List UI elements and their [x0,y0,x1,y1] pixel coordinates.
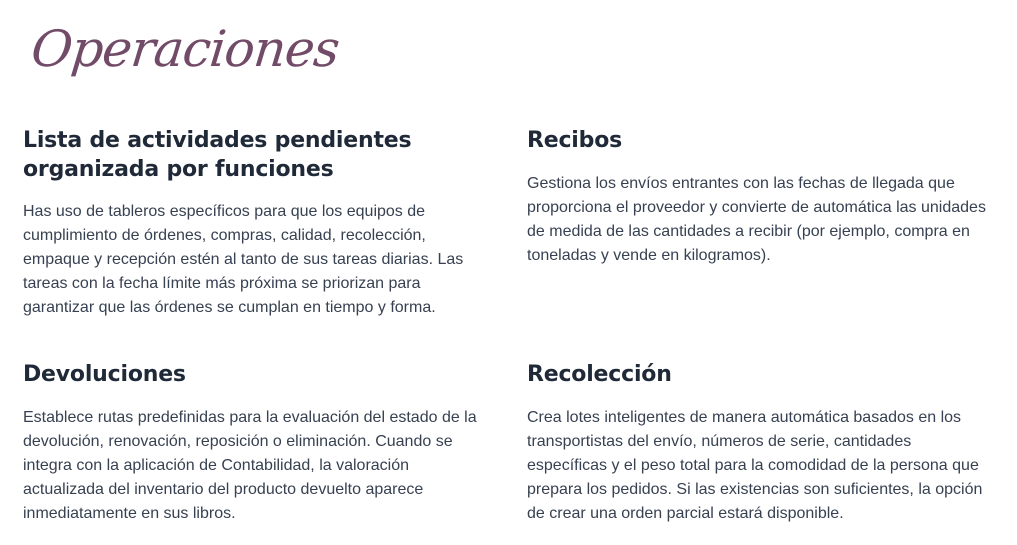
feature-recibos [527,126,987,268]
feature-heading-recoleccion: Recolección [527,362,672,387]
feature-devoluciones [23,360,483,526]
feature-heading-recibos: Recibos [527,128,623,153]
feature-body-recoleccion: Crea lotes inteligentes de manera automática basados en los transportistas del envío, números de serie, cantidades específicas y el peso total para la comodidad de la persona que prepara los pedidos. Si las existencias son suficientes, la opción de crear una orden parcial estará disponible. [527,409,983,522]
feature-recoleccion [527,360,987,526]
page-title: Operaciones [28,20,342,78]
feature-body-devoluciones: Establece rutas predefinidas para la evaluación del estado de la devolución, renovación, reposición o eliminación. Cuando se integra con la aplicación de Contabilidad, la valoración actualizada del inventario del producto devuelto aparece inmediatamente en sus libros. [23,409,477,522]
feature-heading-devoluciones: Devoluciones [23,362,186,387]
feature-body-actividades: Has uso de tableros específicos para que los equipos de cumplimiento de órdenes, compras, calidad, recolección, empaque y recepción estén al tanto de sus tareas diarias. Las tareas con la fecha límite más próxima se priorizan para garantizar que las órdenes se cumplan en tiempo y forma. [23,203,464,316]
feature-actividades [23,126,483,320]
feature-body-recibos: Gestiona los envíos entrantes con las fechas de llegada que proporciona el proveedor y convierte de automática las unidades de medida de las cantidades a recibir (por ejemplo, compra en toneladas y vende en kilogramos). [527,175,986,264]
feature-heading-actividades: Lista de actividades pendientes organizada por funciones [23,128,412,182]
